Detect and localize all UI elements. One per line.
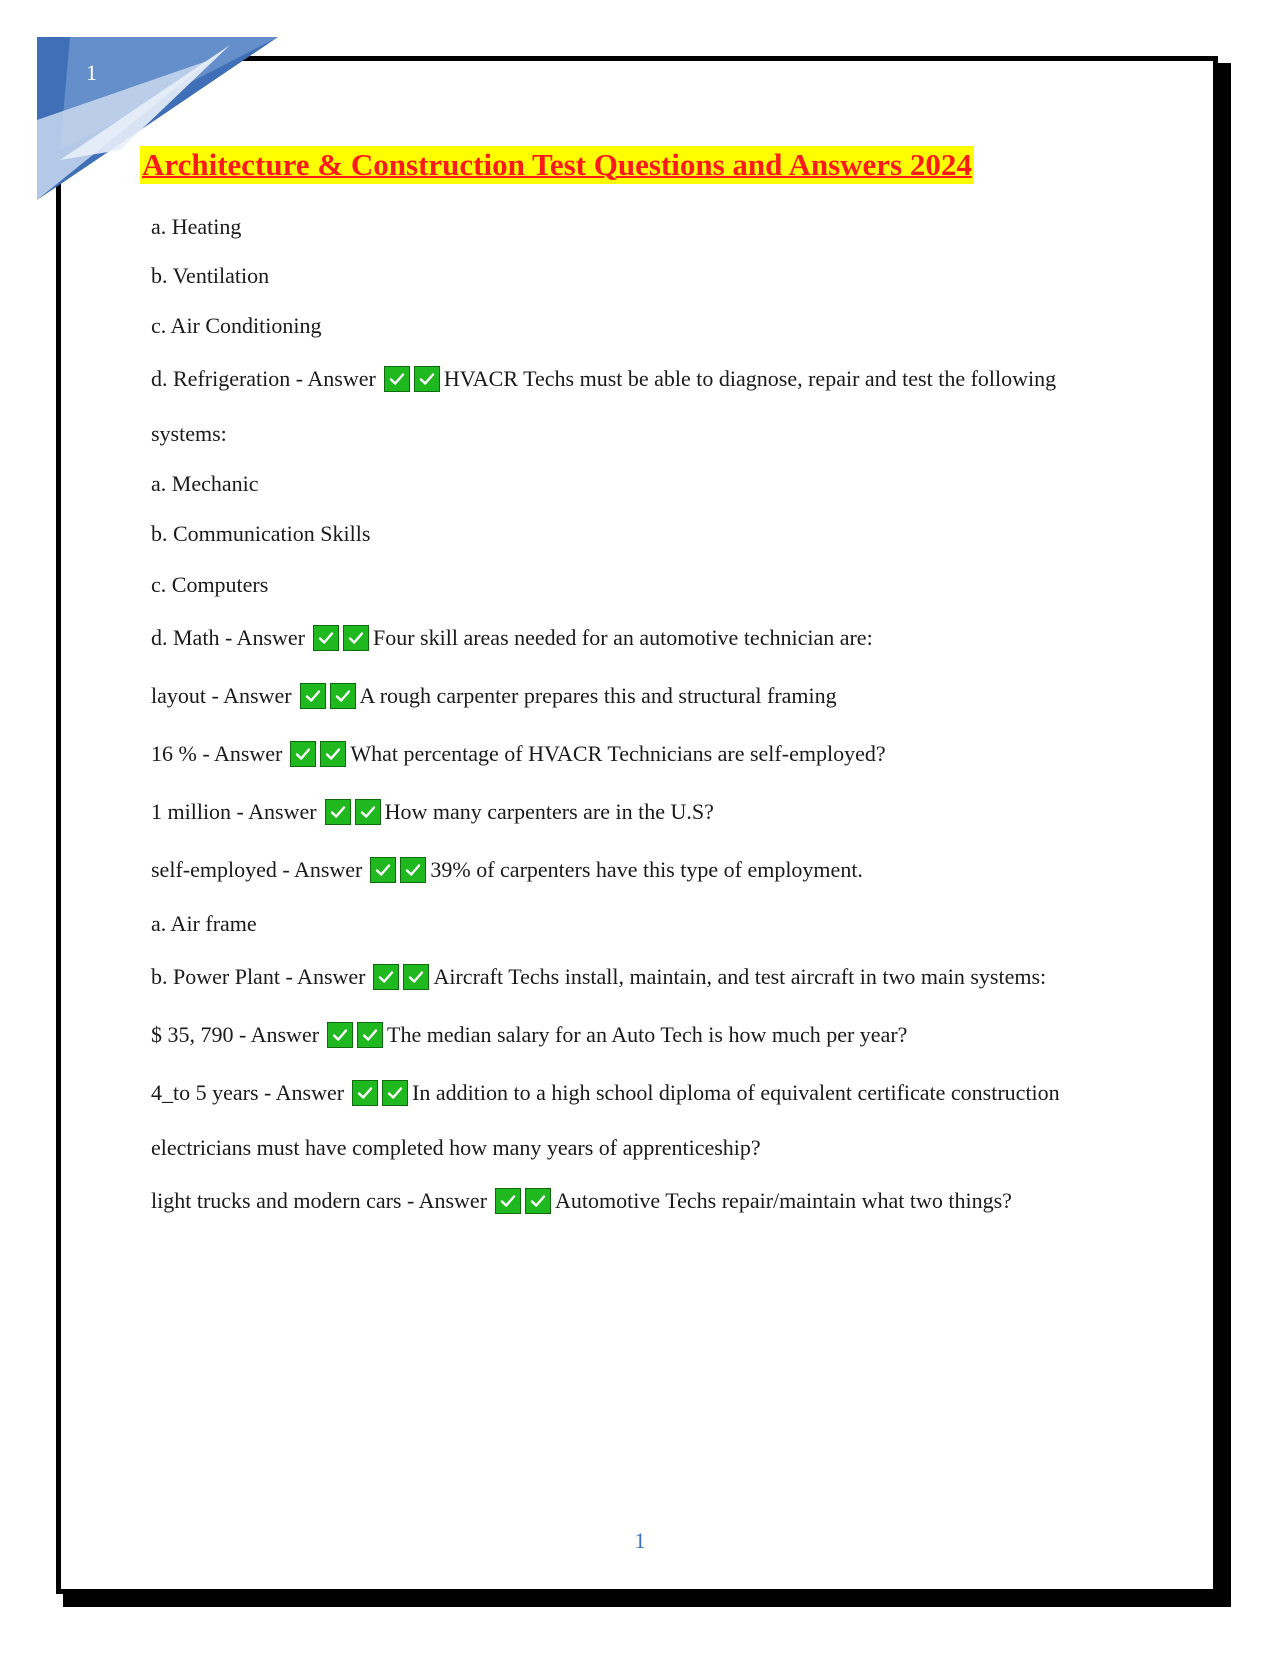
answer-text: 16 % - Answer xyxy=(151,741,283,766)
line-text: c. Computers xyxy=(151,572,269,597)
answer-text: light trucks and modern cars - Answer xyxy=(151,1188,488,1213)
check-mark-icon xyxy=(330,683,356,709)
check-mark-icon xyxy=(290,741,316,767)
line-text: a. Heating xyxy=(151,214,242,239)
document-line xyxy=(151,962,1046,992)
check-mark-icon xyxy=(495,1188,521,1214)
question-text: The median salary for an Auto Tech is how much per year? xyxy=(387,1022,908,1047)
check-mark-icon xyxy=(325,799,351,825)
line-text: electricians must have completed how many years of apprenticeship? xyxy=(151,1135,761,1160)
check-mark-icon xyxy=(373,964,399,990)
check-mark-icon xyxy=(357,1022,383,1048)
question-text: HVACR Techs must be able to diagnose, repair and test the following xyxy=(443,366,1057,391)
document-line xyxy=(151,364,1056,394)
check-mark-icon xyxy=(400,857,426,883)
answer-text: d. Math - Answer xyxy=(151,625,305,650)
footer-page-number: 1 xyxy=(634,1528,646,1553)
check-mark-icon xyxy=(320,741,346,767)
question-text: Four skill areas needed for an automotive technician are: xyxy=(372,625,873,650)
document-line xyxy=(151,1186,1012,1216)
answer-text: self-employed - Answer xyxy=(151,857,363,882)
answer-checkmarks xyxy=(327,1022,387,1048)
question-text: Aircraft Techs install, maintain, and test aircraft in two main systems: xyxy=(433,964,1047,989)
check-mark-icon xyxy=(352,1080,378,1106)
answer-checkmarks xyxy=(325,799,385,825)
document-line xyxy=(151,570,268,600)
answer-text: 4_to 5 years - Answer xyxy=(151,1080,345,1105)
document-line xyxy=(151,311,322,341)
document-line xyxy=(151,855,863,885)
line-text: a. Mechanic xyxy=(151,471,259,496)
check-mark-icon xyxy=(343,625,369,651)
answer-text: $ 35, 790 - Answer xyxy=(151,1022,320,1047)
document-line xyxy=(151,1133,761,1163)
document-line xyxy=(151,519,370,549)
document-line xyxy=(151,1078,1060,1108)
answer-checkmarks xyxy=(384,366,444,392)
corner-page-number: 1 xyxy=(86,60,97,85)
document-line xyxy=(151,623,873,653)
line-text: c. Air Conditioning xyxy=(151,313,322,338)
answer-checkmarks xyxy=(495,1188,555,1214)
document-line xyxy=(151,739,886,769)
answer-checkmarks xyxy=(290,741,350,767)
question-text: A rough carpenter prepares this and structural framing xyxy=(359,683,837,708)
answer-text: d. Refrigeration - Answer xyxy=(151,366,376,391)
answer-checkmarks xyxy=(373,964,433,990)
corner-decoration xyxy=(0,0,300,220)
answer-text: layout - Answer xyxy=(151,683,292,708)
answer-checkmarks xyxy=(370,857,430,883)
line-text: a. Air frame xyxy=(151,911,257,936)
answer-text: 1 million - Answer xyxy=(151,799,317,824)
check-mark-icon xyxy=(414,366,440,392)
document-line xyxy=(151,419,227,449)
question-text: How many carpenters are in the U.S? xyxy=(384,799,714,824)
question-text: 39% of carpenters have this type of employment. xyxy=(430,857,863,882)
check-mark-icon xyxy=(370,857,396,883)
document-line xyxy=(151,1020,907,1050)
document-line xyxy=(151,797,714,827)
check-mark-icon xyxy=(327,1022,353,1048)
question-text: What percentage of HVACR Technicians are self-employed? xyxy=(350,741,886,766)
document-line xyxy=(151,681,837,711)
check-mark-icon xyxy=(403,964,429,990)
answer-checkmarks xyxy=(352,1080,412,1106)
answer-checkmarks xyxy=(300,683,360,709)
document-title: Architecture & Construction Test Questions and Answers 2024 xyxy=(142,147,972,182)
check-mark-icon xyxy=(525,1188,551,1214)
document-line xyxy=(151,261,269,291)
document-line xyxy=(151,469,259,499)
answer-text: b. Power Plant - Answer xyxy=(151,964,366,989)
check-mark-icon xyxy=(382,1080,408,1106)
check-mark-icon xyxy=(300,683,326,709)
question-text: Automotive Techs repair/maintain what two things? xyxy=(555,1188,1012,1213)
question-text: In addition to a high school diploma of equivalent certificate construction xyxy=(412,1080,1060,1105)
line-text: systems: xyxy=(151,421,227,446)
answer-checkmarks xyxy=(313,625,373,651)
check-mark-icon xyxy=(313,625,339,651)
line-text: b. Communication Skills xyxy=(151,521,371,546)
line-text: b. Ventilation xyxy=(151,263,270,288)
document-line xyxy=(151,909,257,939)
check-mark-icon xyxy=(355,799,381,825)
document-line xyxy=(151,212,241,242)
check-mark-icon xyxy=(384,366,410,392)
